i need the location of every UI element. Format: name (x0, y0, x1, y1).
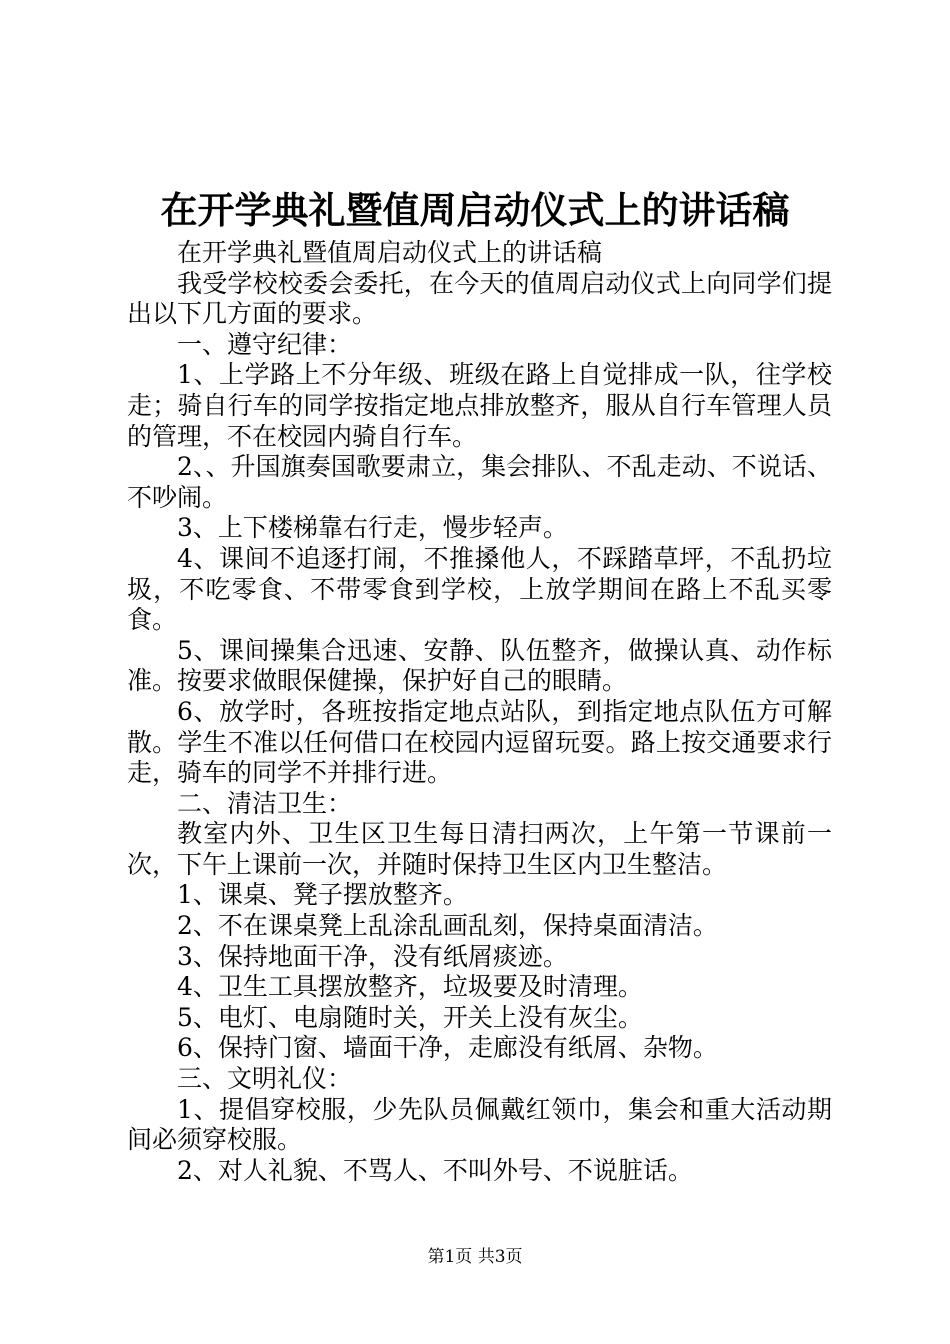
paragraph: 5、课间操集合迅速、安静、队伍整齐，做操认真、动作标准。按要求做眼保健操，保护好自己的眼睛。 (127, 635, 832, 696)
paragraph: 1、提倡穿校服，少先队员佩戴红领巾，集会和重大活动期间必须穿校服。 (127, 1094, 832, 1155)
paragraph: 6、放学时，各班按指定地点站队，到指定地点队伍方可解散。学生不准以任何借口在校园内逗留玩耍。路上按交通要求行走，骑车的同学不并排行进。 (127, 696, 832, 788)
paragraph: 6、保持门窗、墙面干净，走廊没有纸屑、杂物。 (177, 1033, 718, 1063)
page-total: 共3页 (477, 1247, 523, 1267)
paragraph: 5、电灯、电扇随时关，开关上没有灰尘。 (177, 1002, 643, 1032)
paragraph: 我受学校校委会委托，在今天的值周启动仪式上向同学们提出以下几方面的要求。 (127, 268, 832, 329)
paragraph: 4、卫生工具摆放整齐，垃圾要及时清理。 (177, 972, 643, 1002)
page-footer (0, 1246, 950, 1268)
document-body (127, 238, 832, 1186)
page-number: 第1页 (427, 1247, 473, 1267)
paragraph: 教室内外、卫生区卫生每日清扫两次，上午第一节课前一次，下午上课前一次，并随时保持卫生区内卫生整洁。 (127, 819, 832, 879)
document-title: 在开学典礼暨值周启动仪式上的讲话稿 (160, 188, 790, 232)
paragraph: 在开学典礼暨值周启动仪式上的讲话稿 (177, 238, 603, 267)
paragraph: 2、对人礼貌、不骂人、不叫外号、不说脏话。 (177, 1155, 693, 1185)
section-heading: 三、文明礼仪： (177, 1064, 353, 1094)
paragraph: 4、课间不追逐打闹，不推搡他人，不踩踏草坪，不乱扔垃圾，不吃零食、不带零食到学校，上放学期间在路上不乱买零食。 (127, 543, 832, 635)
paragraph: 2、不在课桌凳上乱涂乱画乱刻，保持桌面清洁。 (177, 911, 718, 941)
paragraph: 1、上学路上不分年级、班级在路上自觉排成一队，往学校走；骑自行车的同学按指定地点排放整齐，服从自行车管理人员的管理，不在校园内骑自行车。 (127, 360, 832, 451)
paragraph: 3、上下楼梯靠右行走，慢步轻声。 (177, 513, 568, 543)
section-heading: 二、清洁卫生： (177, 788, 353, 818)
paragraph: 1、课桌、凳子摆放整齐。 (177, 880, 468, 910)
paragraph: 3、保持地面干净，没有纸屑痰迹。 (177, 941, 568, 971)
paragraph: 2、、升国旗奏国歌要肃立，集会排队、不乱走动、不说话、不吵闹。 (127, 452, 832, 512)
section-heading: 一、遵守纪律： (177, 329, 353, 359)
